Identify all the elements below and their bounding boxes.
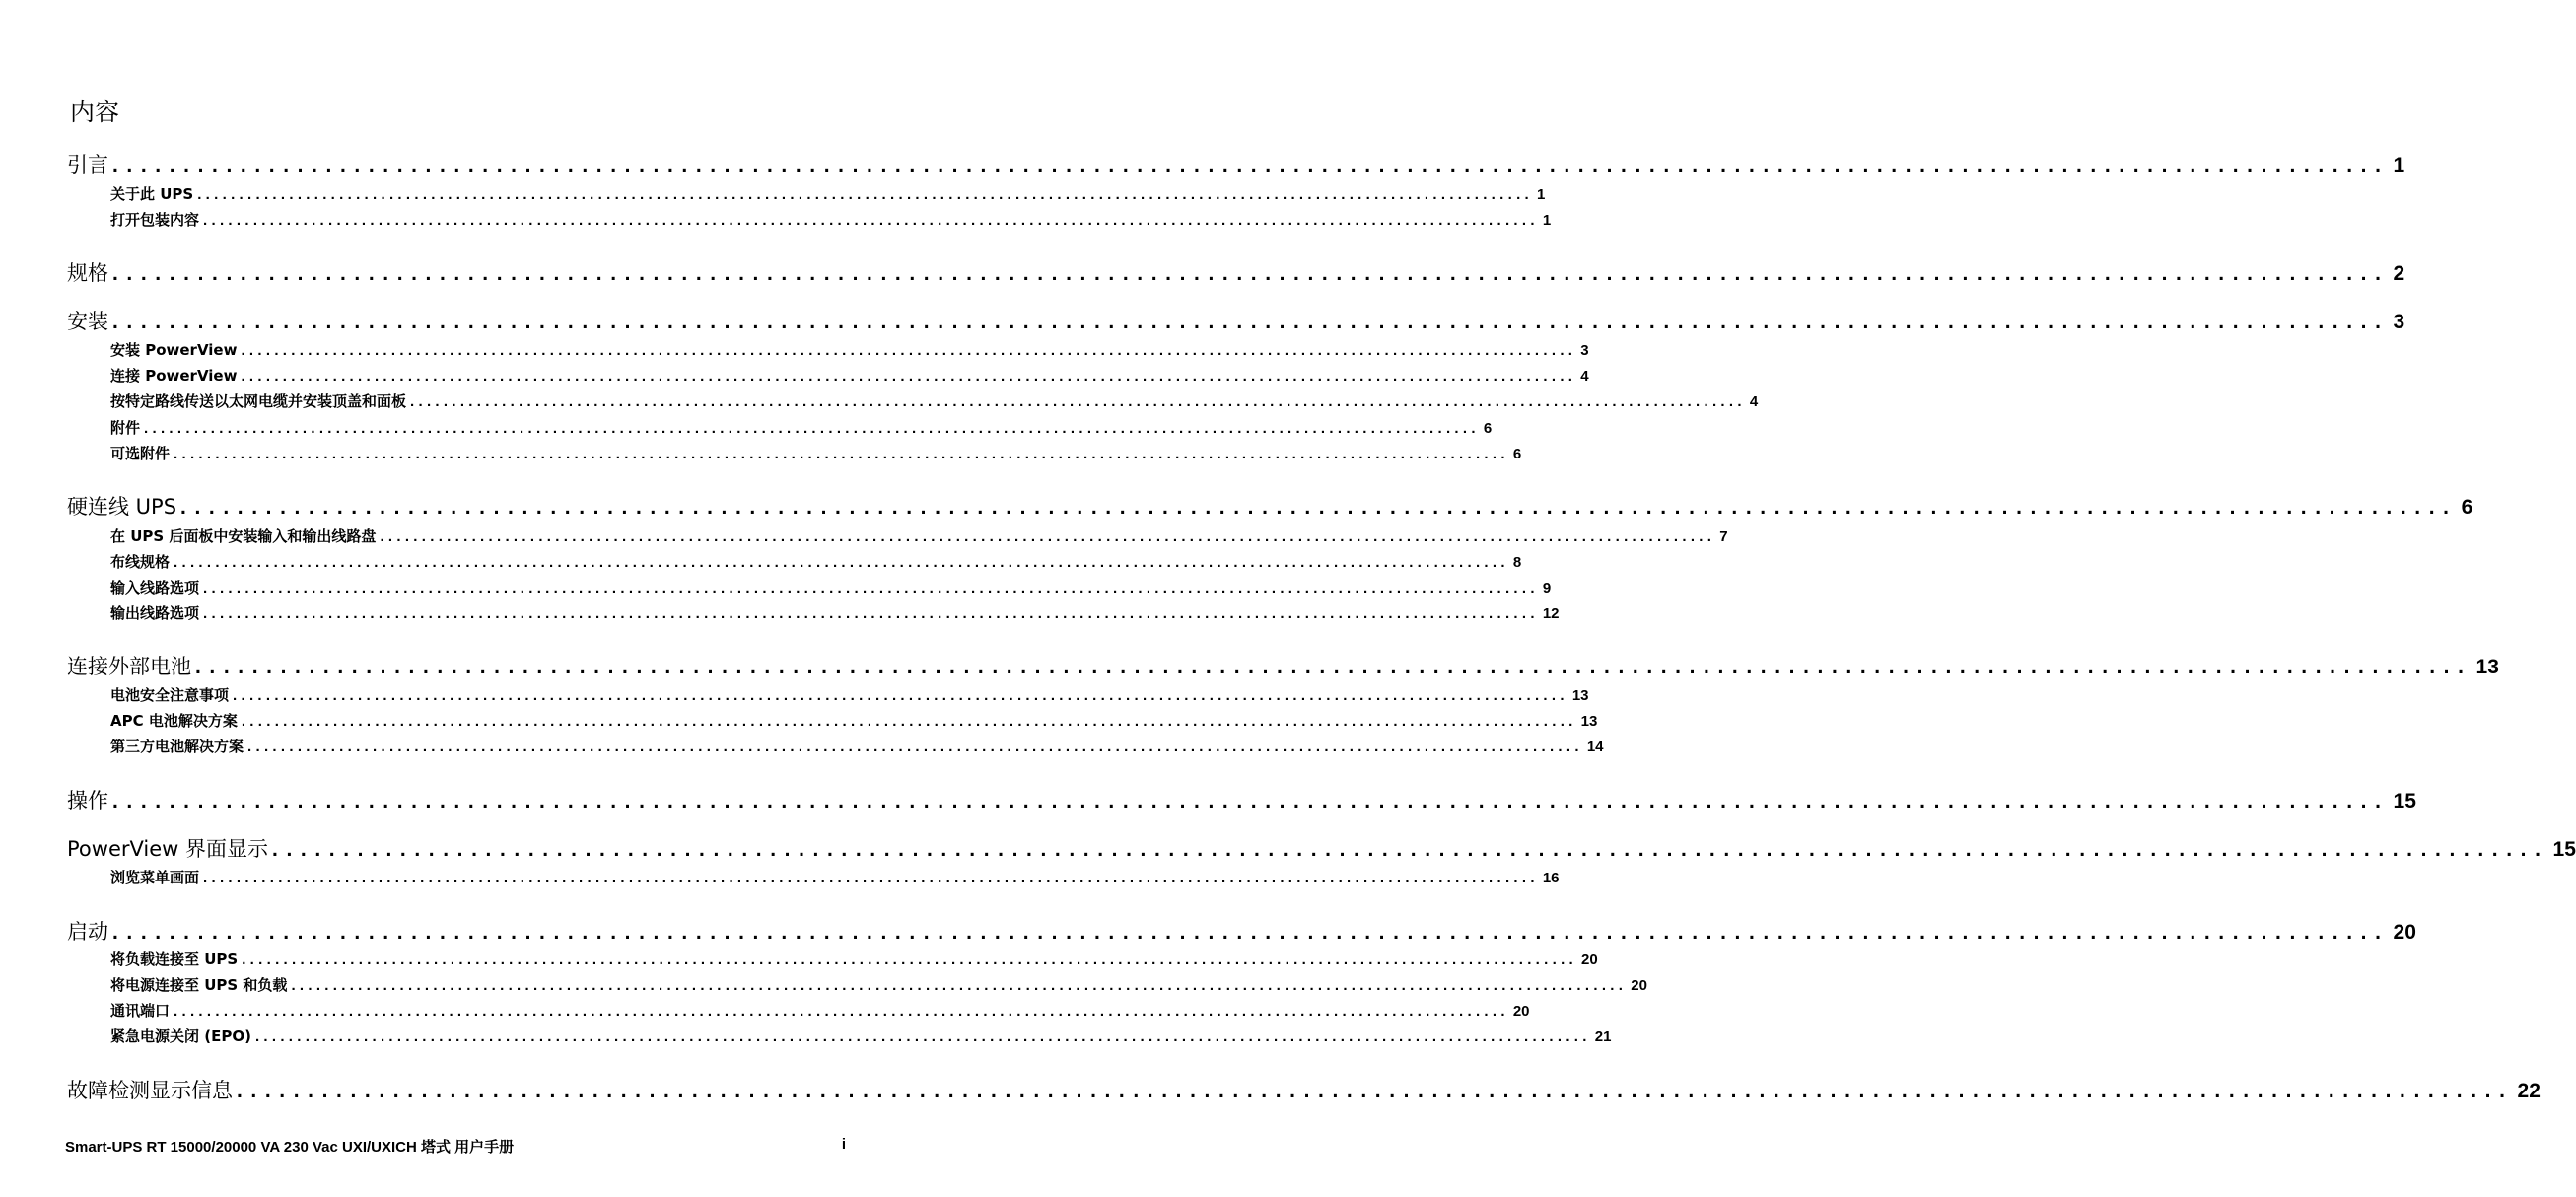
toc-subentry-label: 连接 PowerView <box>110 367 238 385</box>
toc-title: 内容 <box>70 98 120 126</box>
footer-text: Smart-UPS RT 15000/20000 VA 230 Vac UXI/UXICH 塔式 用户手册 <box>65 1139 515 1156</box>
toc-subentry-page: 13 <box>1571 687 1589 704</box>
toc-subentry[interactable] <box>110 974 1647 995</box>
toc-subentry-label: 可选附件 <box>110 445 171 462</box>
toc-subentry-label: 输出线路选项 <box>110 604 200 622</box>
toc-subentry-page: 12 <box>1542 605 1560 622</box>
toc-subentry[interactable] <box>110 443 1522 463</box>
toc-subentry-label: 关于此 UPS <box>110 185 194 203</box>
dot-leader: ................................................................................................................................................................ <box>195 656 2472 678</box>
toc-subentry-page: 1 <box>1537 186 1546 203</box>
toc-entry-page: 15 <box>2552 838 2576 861</box>
dot-leader: ................................................................................................................................................................ <box>112 154 2390 176</box>
toc-subentry-page: 16 <box>1542 870 1560 886</box>
dot-leader: ................................................................................................................................................................ <box>241 713 1577 730</box>
toc-subentry-page: 3 <box>1580 342 1589 359</box>
dot-leader: ................................................................................................................................................................ <box>197 186 1533 203</box>
dot-leader: ................................................................................................................................................................ <box>241 368 1577 385</box>
toc-subentry-label: 输入线路选项 <box>110 579 200 597</box>
toc-entry-label: 连接外部电池 <box>67 655 191 678</box>
toc-subentry-label: 安装 PowerView <box>110 341 238 359</box>
toc-entry-label: 规格 <box>67 261 108 285</box>
dot-leader: ................................................................................................................................................................ <box>410 393 1746 410</box>
toc-subentry-label: 第三方电池解决方案 <box>110 738 244 755</box>
toc-subentry-page: 14 <box>1586 739 1604 755</box>
toc-subentry-page: 1 <box>1542 212 1552 229</box>
toc-subentry-label: 电池安全注意事项 <box>110 686 230 704</box>
dot-leader: ................................................................................................................................................................ <box>254 1028 1591 1045</box>
dot-leader: ................................................................................................................................................................ <box>203 580 1539 597</box>
toc-subentry[interactable] <box>110 602 1560 623</box>
toc-subentry-page: 7 <box>1719 528 1728 545</box>
toc-entry[interactable] <box>67 651 2499 680</box>
toc-subentry-label: 紧急电源关闭 (EPO) <box>110 1027 251 1045</box>
toc-subentry[interactable] <box>110 209 1552 230</box>
toc-entry[interactable] <box>67 785 2416 814</box>
toc-entry-page: 2 <box>2393 262 2405 285</box>
toc-subentry[interactable] <box>110 526 1728 546</box>
dot-leader: ................................................................................................................................................................ <box>203 870 1539 886</box>
toc-subentry-page: 6 <box>1483 420 1493 437</box>
toc-subentry[interactable] <box>110 1025 1612 1046</box>
toc-subentry-label: 将电源连接至 UPS 和负载 <box>110 976 288 994</box>
dot-leader: ................................................................................................................................................................ <box>203 605 1539 622</box>
footer-page-number: i <box>841 1136 846 1153</box>
dot-leader: ................................................................................................................................................................ <box>272 838 2549 861</box>
dot-leader: ................................................................................................................................................................ <box>180 496 2458 519</box>
toc-subentry-page: 6 <box>1512 446 1522 462</box>
toc-entry-page: 20 <box>2393 921 2416 944</box>
toc-subentry[interactable] <box>110 710 1598 731</box>
toc-subentry[interactable] <box>110 949 1598 969</box>
dot-leader: ................................................................................................................................................................ <box>241 342 1577 359</box>
toc-entry[interactable] <box>67 149 2405 178</box>
dot-leader: ................................................................................................................................................................ <box>144 420 1480 437</box>
toc-subentry[interactable] <box>110 183 1546 204</box>
dot-leader: ................................................................................................................................................................ <box>112 921 2390 944</box>
toc-subentry-label: 按特定路线传送以太网电缆并安装顶盖和面板 <box>110 392 407 410</box>
toc-subentry[interactable] <box>110 417 1493 438</box>
dot-leader: ................................................................................................................................................................ <box>174 554 1509 571</box>
toc-entry[interactable] <box>67 833 2576 863</box>
dot-leader: ................................................................................................................................................................ <box>112 311 2390 333</box>
toc-subentry-label: 打开包装内容 <box>110 211 200 229</box>
toc-subentry-label: 附件 <box>110 419 141 437</box>
toc-subentry[interactable] <box>110 365 1589 386</box>
toc-subentry-label: 将负载连接至 UPS <box>110 951 239 968</box>
toc-subentry[interactable] <box>110 577 1552 598</box>
toc-subentry[interactable] <box>110 867 1560 887</box>
toc-entry[interactable] <box>67 916 2416 946</box>
dot-leader: ................................................................................................................................................................ <box>242 951 1577 968</box>
toc-subentry[interactable] <box>110 551 1522 572</box>
toc-subentry-page: 9 <box>1542 580 1552 597</box>
toc-entry-page: 6 <box>2461 496 2473 519</box>
toc-entry-label: 启动 <box>67 920 108 944</box>
toc-subentry-page: 4 <box>1580 368 1589 385</box>
dot-leader: ................................................................................................................................................................ <box>237 1080 2514 1102</box>
toc-entry-label: 安装 <box>67 310 108 333</box>
dot-leader: ................................................................................................................................................................ <box>247 739 1583 755</box>
toc-subentry-page: 4 <box>1749 393 1759 410</box>
toc-subentry-page: 20 <box>1512 1003 1530 1020</box>
toc-subentry-page: 8 <box>1512 554 1522 571</box>
toc-subentry[interactable] <box>110 1000 1530 1021</box>
dot-leader: ................................................................................................................................................................ <box>112 790 2390 812</box>
toc-entry-label: 故障检测显示信息 <box>67 1079 233 1102</box>
dot-leader: ................................................................................................................................................................ <box>174 1003 1509 1020</box>
dot-leader: ................................................................................................................................................................ <box>203 212 1539 229</box>
toc-entry[interactable] <box>67 306 2405 335</box>
toc-subentry-label: 浏览菜单画面 <box>110 869 200 886</box>
toc-entry-page: 3 <box>2393 311 2405 333</box>
toc-entry-label: 操作 <box>67 789 108 812</box>
toc-entry-label: 硬连线 UPS <box>67 495 177 519</box>
toc-entry[interactable] <box>67 491 2473 521</box>
toc-entry-label: 引言 <box>67 153 108 176</box>
dot-leader: ................................................................................................................................................................ <box>291 977 1628 994</box>
toc-subentry[interactable] <box>110 684 1589 705</box>
toc-subentry[interactable] <box>110 736 1604 756</box>
toc-entry-page: 22 <box>2517 1080 2541 1102</box>
dot-leader: ................................................................................................................................................................ <box>380 528 1716 545</box>
toc-entry[interactable] <box>67 257 2405 287</box>
dot-leader: ................................................................................................................................................................ <box>233 687 1568 704</box>
toc-subentry-page: 20 <box>1631 977 1647 994</box>
toc-entry-label: PowerView 界面显示 <box>67 837 269 861</box>
toc-entry-page: 15 <box>2393 790 2416 812</box>
page-footer <box>65 1136 846 1157</box>
toc-subentry[interactable] <box>110 390 1759 411</box>
dot-leader: ................................................................................................................................................................ <box>112 262 2390 285</box>
toc-entry-page: 13 <box>2475 656 2499 678</box>
toc-subentry-label: 布线规格 <box>110 553 171 571</box>
toc-subentry-label: 通讯端口 <box>110 1002 171 1020</box>
dot-leader: ................................................................................................................................................................ <box>174 446 1509 462</box>
toc-subentry-page: 21 <box>1594 1028 1612 1045</box>
toc-subentry[interactable] <box>110 339 1589 360</box>
toc-subentry-page: 20 <box>1581 951 1598 968</box>
toc-entry[interactable] <box>67 1075 2541 1104</box>
toc-subentry-page: 13 <box>1580 713 1598 730</box>
toc-subentry-label: APC 电池解决方案 <box>110 712 238 730</box>
toc-entry-page: 1 <box>2393 154 2405 176</box>
toc-subentry-label: 在 UPS 后面板中安装输入和输出线路盘 <box>110 528 377 545</box>
